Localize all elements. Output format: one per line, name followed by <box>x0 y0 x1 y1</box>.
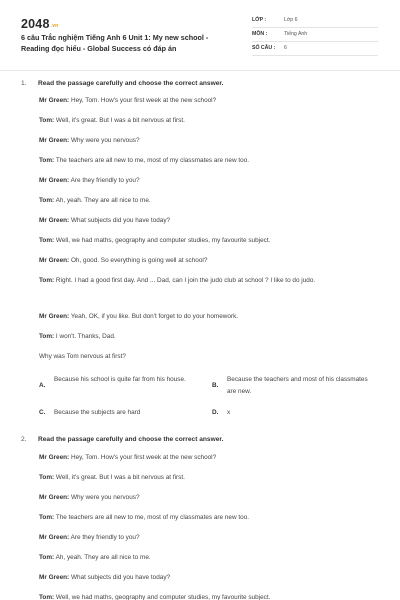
dialogue-line <box>39 452 369 465</box>
meta-subject <box>252 28 378 42</box>
question-2-instruction: Read the passage carefully and choose the correct answer. <box>38 436 224 443</box>
speaker: Mr Green: <box>39 177 70 184</box>
meta-question-count <box>252 42 378 56</box>
meta-subject-value: Tiếng Anh <box>284 31 308 37</box>
question-2-number: 2. <box>21 436 27 443</box>
dialogue-line <box>39 512 369 525</box>
speaker: Tom: <box>39 474 55 481</box>
meta-question-count-label: SỐ CÂU : <box>252 45 276 51</box>
option-letter: D. <box>212 409 219 416</box>
utterance: Why were you nervous? <box>69 494 140 501</box>
speaker: Tom: <box>39 237 55 244</box>
utterance: Oh, good. So everything is going well at school? <box>69 257 208 264</box>
speaker: Mr Green: <box>39 137 70 144</box>
utterance: Well, we had maths, geography and computer studies, my favourite subject. <box>54 594 271 600</box>
meta-subject-label: MÔN : <box>252 31 268 37</box>
meta-question-count-value: 6 <box>284 45 287 51</box>
question-1-option-c[interactable] <box>39 407 204 419</box>
utterance: What subjects did you have today? <box>69 574 171 581</box>
dialogue-line <box>39 552 369 565</box>
option-text: x <box>227 409 231 416</box>
option-letter: B. <box>212 382 219 389</box>
question-1-option-b[interactable] <box>212 374 377 398</box>
speaker: Mr Green: <box>39 454 70 461</box>
dialogue-line <box>39 275 369 288</box>
site-logo[interactable] <box>21 17 58 31</box>
dialogue-line <box>39 592 369 600</box>
speaker: Tom: <box>39 514 55 521</box>
speaker: Mr Green: <box>39 217 70 224</box>
question-1-instruction: Read the passage carefully and choose the correct answer. <box>38 80 224 87</box>
question-1-number: 1. <box>21 80 27 87</box>
meta-class-value: Lớp 6 <box>284 17 298 23</box>
dialogue-line <box>39 95 369 108</box>
option-text: Because the subjects are hard <box>54 409 141 416</box>
speaker: Mr Green: <box>39 494 70 501</box>
utterance: I won't. Thanks, Dad. <box>54 333 116 340</box>
dialogue-line <box>39 195 369 208</box>
dialogue-line <box>39 175 369 188</box>
speaker: Tom: <box>39 117 55 124</box>
logo-suffix: .vn <box>50 23 59 29</box>
meta-class-label: LỚP : <box>252 17 267 23</box>
page-header <box>0 0 400 66</box>
utterance: Hey, Tom. How's your first week at the new school? <box>69 454 217 461</box>
dialogue-line <box>39 492 369 505</box>
utterance: Are they friendly to you? <box>69 177 140 184</box>
speaker: Mr Green: <box>39 534 70 541</box>
header-divider <box>0 70 400 71</box>
option-letter: A. <box>39 382 46 389</box>
document-title: 6 câu Trắc nghiệm Tiếng Anh 6 Unit 1: My new school - Reading đọc hiểu - Global Success có đáp án <box>21 33 209 53</box>
dialogue-line <box>39 331 369 344</box>
utterance: Yeah, OK, if you like. But don't forget to do your homework. <box>69 313 239 320</box>
speaker: Tom: <box>39 277 55 284</box>
speaker: Tom: <box>39 554 55 561</box>
dialogue-line <box>39 472 369 485</box>
utterance: Right. I had a good first day. And ... Dad, can I join the judo club at school ? I like to do judo. <box>54 277 316 284</box>
option-text: Because his school is quite far from his house. <box>54 376 186 383</box>
dialogue-line <box>39 532 369 545</box>
utterance: Well, we had maths, geography and computer studies, my favourite subject. <box>54 237 271 244</box>
utterance: The teachers are all new to me, most of my classmates are new too. <box>54 157 250 164</box>
speaker: Mr Green: <box>39 574 70 581</box>
dialogue-line <box>39 572 369 585</box>
utterance: Hey, Tom. How's your first week at the new school? <box>69 97 217 104</box>
meta-class <box>252 14 378 28</box>
speaker: Tom: <box>39 333 55 340</box>
question-1-option-d[interactable] <box>212 407 377 419</box>
utterance: Well, it's great. But I was a bit nervous at first. <box>54 117 185 124</box>
utterance: Ah, yeah. They are all nice to me. <box>54 197 151 204</box>
dialogue-line <box>39 235 369 248</box>
speaker: Tom: <box>39 157 55 164</box>
utterance: What subjects did you have today? <box>69 217 171 224</box>
question-1-prompt: Why was Tom nervous at first? <box>39 353 126 360</box>
speaker: Mr Green: <box>39 97 70 104</box>
logo-text: 2048 <box>21 17 50 31</box>
speaker: Tom: <box>39 197 55 204</box>
dialogue-line <box>39 215 369 228</box>
dialogue-line <box>39 311 369 324</box>
question-2-heading <box>21 436 223 443</box>
question-1-option-a[interactable] <box>39 374 204 398</box>
utterance: The teachers are all new to me, most of my classmates are new too. <box>54 514 250 521</box>
dialogue-line <box>39 135 369 148</box>
utterance: Well, it's great. But I was a bit nervous at first. <box>54 474 185 481</box>
dialogue-line <box>39 115 369 128</box>
option-text: Because the teachers and most of his classmates are new. <box>227 376 368 395</box>
dialogue-line <box>39 155 369 168</box>
option-letter: C. <box>39 409 46 416</box>
speaker: Mr Green: <box>39 257 70 264</box>
utterance: Why were you nervous? <box>69 137 140 144</box>
utterance: Are they friendly to you? <box>69 534 140 541</box>
speaker: Tom: <box>39 594 55 600</box>
utterance: Ah, yeah. They are all nice to me. <box>54 554 151 561</box>
speaker: Mr Green: <box>39 313 70 320</box>
dialogue-line <box>39 255 369 268</box>
question-1-heading <box>21 80 223 87</box>
